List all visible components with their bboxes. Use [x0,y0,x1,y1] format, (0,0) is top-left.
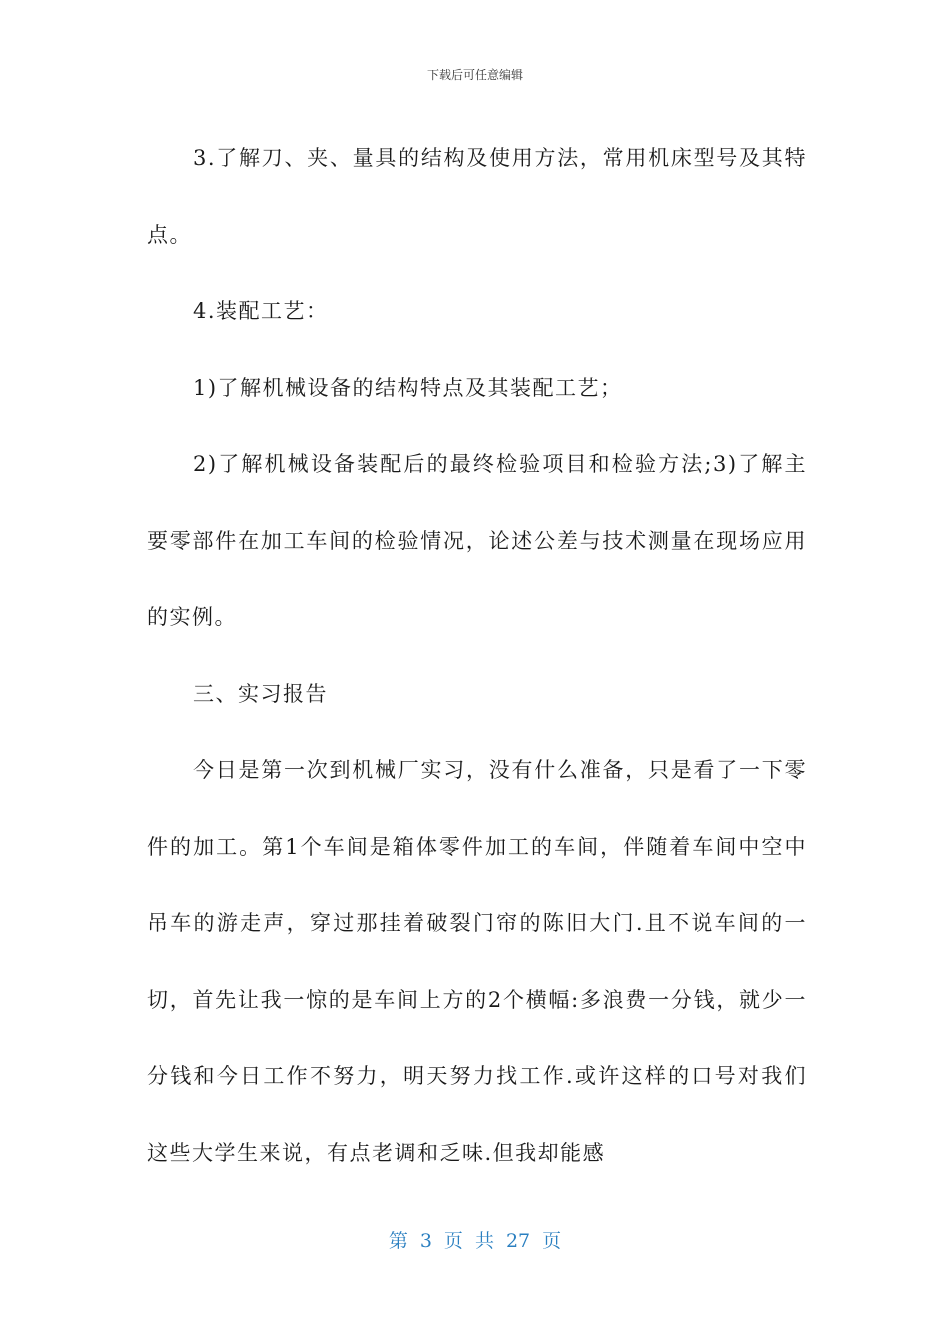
document-body [147,120,807,1191]
paragraph-tools: 3.了解刀、夹、量具的结构及使用方法，常用机床型号及其特点。 [147,146,807,247]
paragraph-assembly-item-1: 1)了解机械设备的结构特点及其装配工艺； [193,375,623,400]
paragraph-assembly-heading: 4.装配工艺： [193,299,329,323]
footer-middle: 页 共 [443,1230,494,1252]
paragraph-assembly-item-2: 2)了解机械设备装配后的最终检验项目和检验方法;3)了解主要零部件在加工车间的检验情况，论述公差与技术测量在现场应用的实例。 [147,452,807,629]
footer-suffix: 页 [542,1230,562,1252]
section-heading-report: 三、实习报告 [193,681,328,706]
footer-page-number: 3 [419,1230,432,1252]
page-header: 下载后可任意编辑 [426,68,523,82]
paragraph-report-body: 今日是第一次到机械厂实习，没有什么准备，只是看了一下零件的加工。第1个车间是箱体零件加工的车间，伴随着车间中空中吊车的游走声，穿过那挂着破裂门帘的陈旧大门.且不说车间的一切，首先让我一惊的是车间上方的2个横幅:多浪费一分钱，就少一分钱和今日工作不努力，明天努力找工作.或许这样的口号对我们这些大学生来说，有点老调和乏味.但我却能感 [147,758,807,1165]
footer-prefix: 第 [388,1230,408,1252]
page-footer [0,1226,950,1253]
footer-total-pages: 27 [505,1230,531,1252]
